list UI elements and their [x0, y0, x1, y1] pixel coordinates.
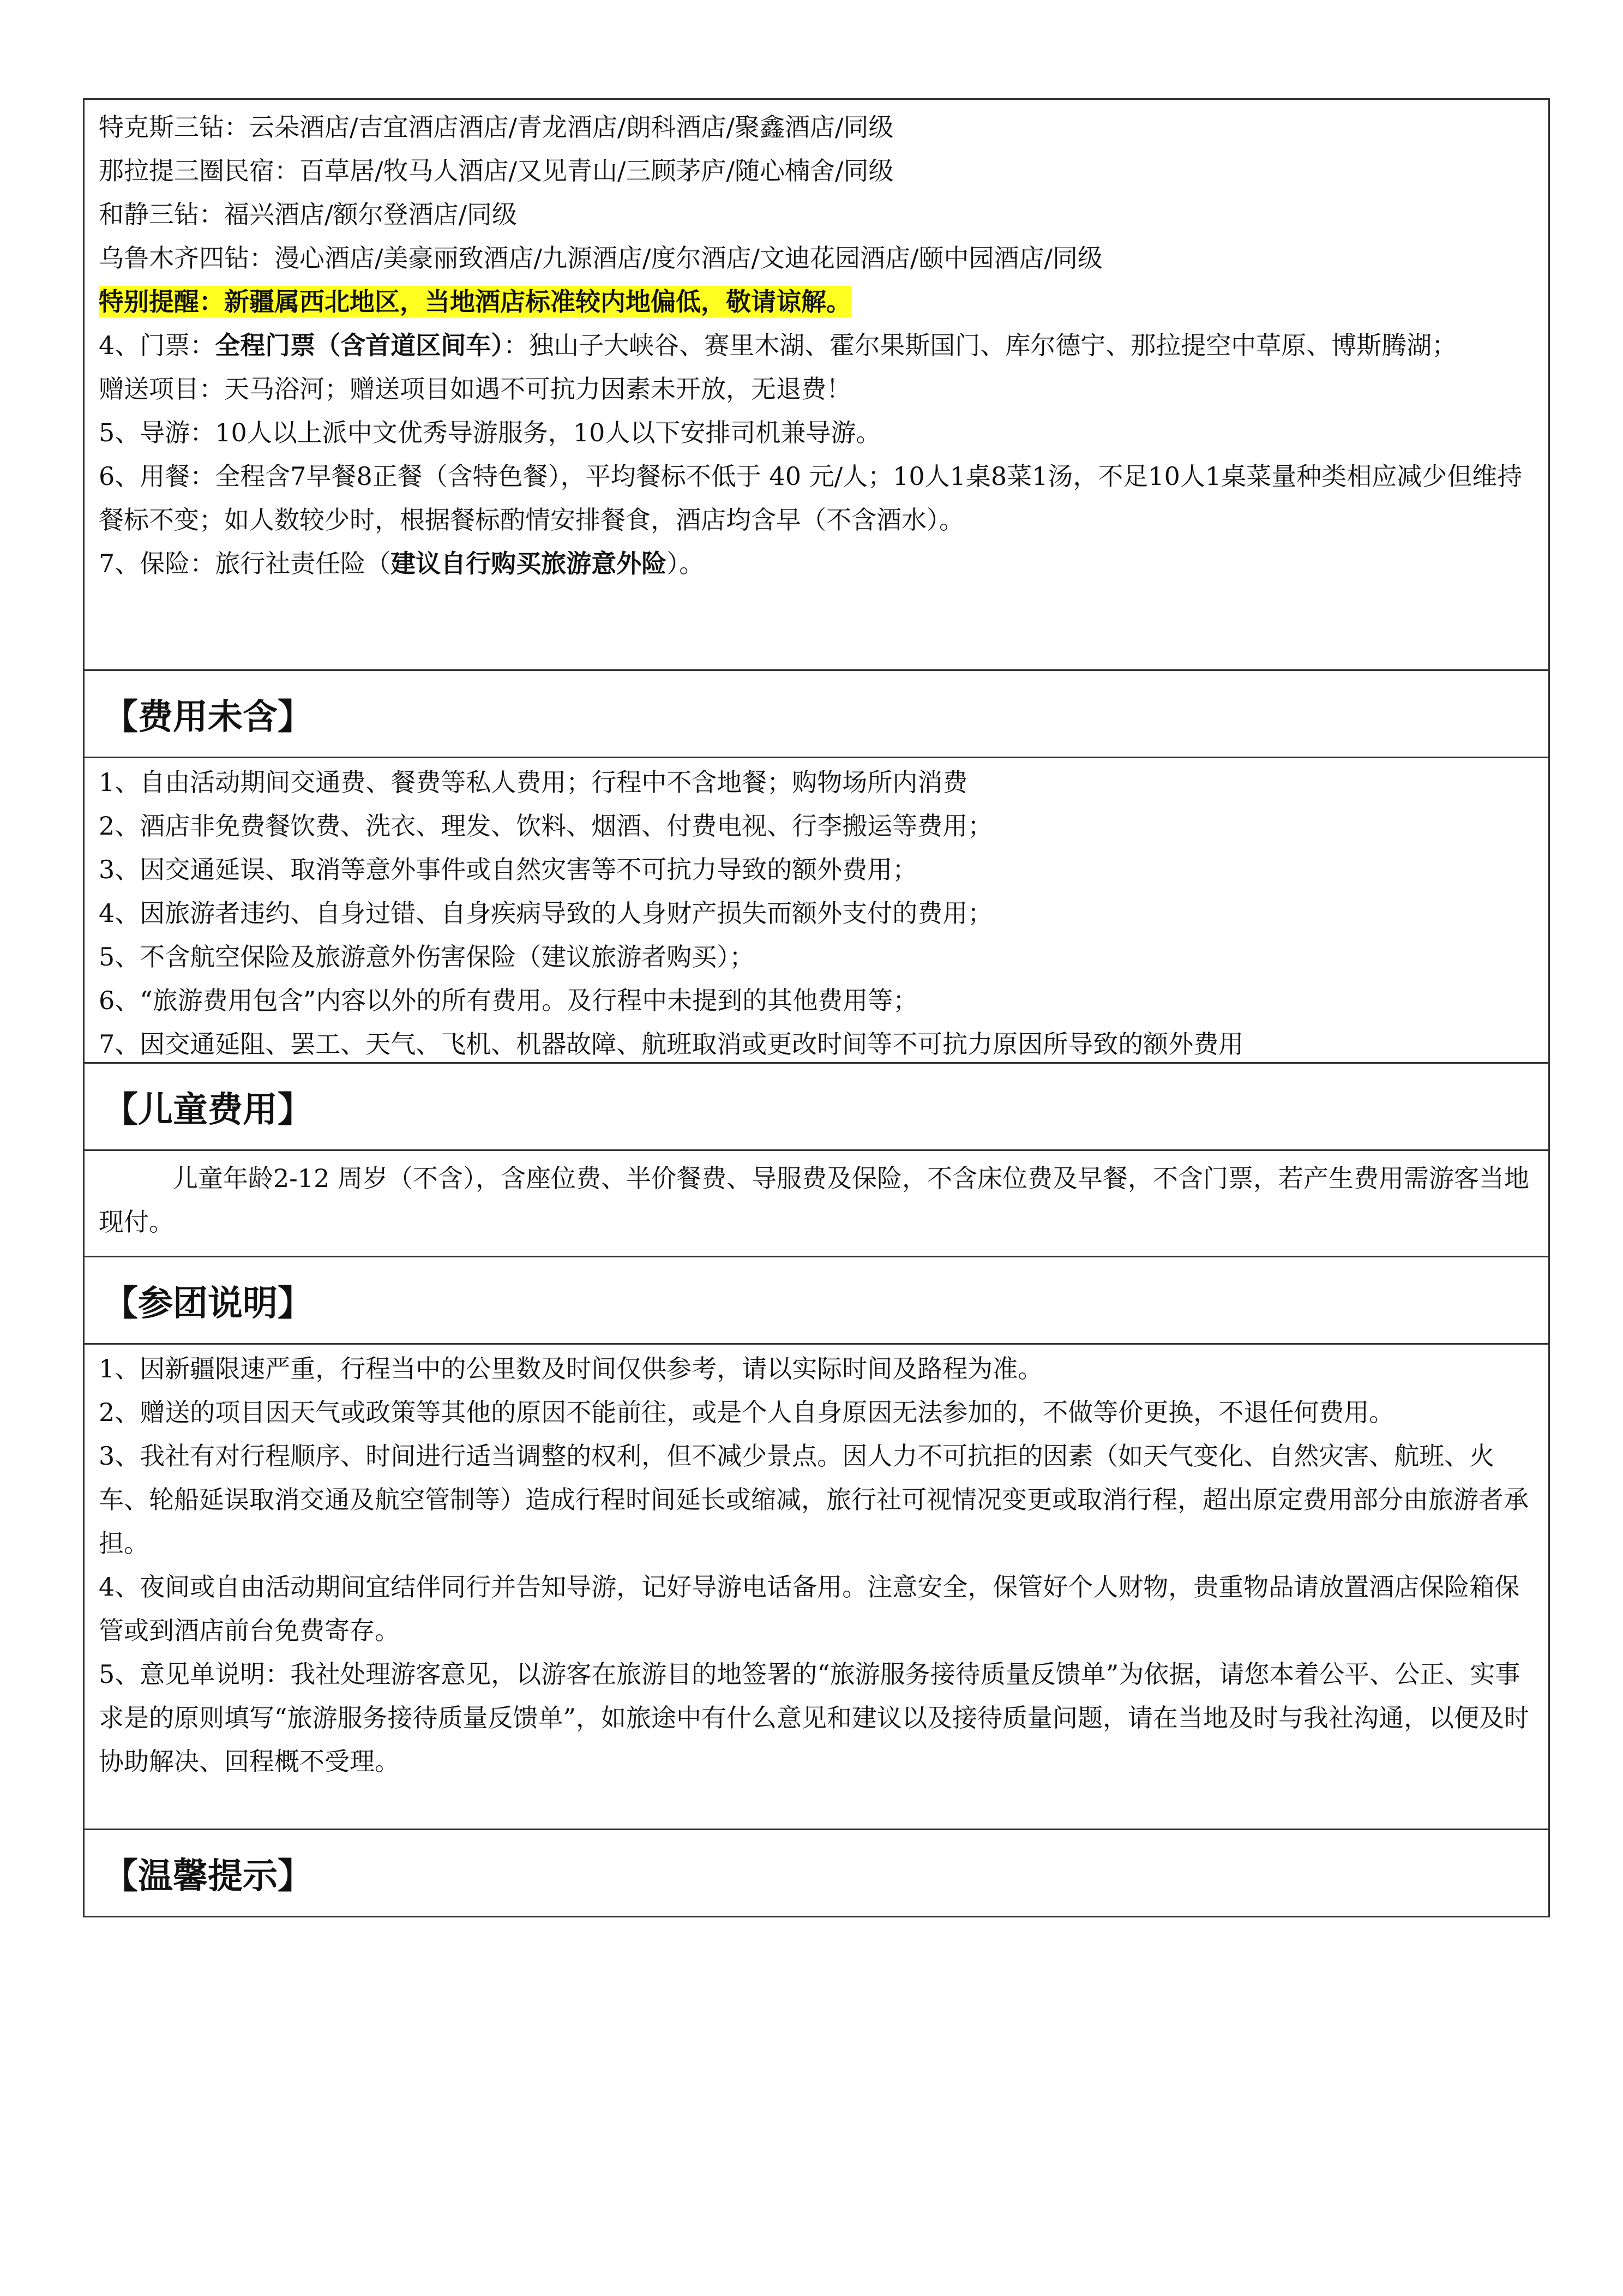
children-fee-section: [85, 1151, 1550, 1257]
list-item: 3、我社有对行程顺序、时间进行适当调整的权利，但不减少景点。因人力不可抗拒的因素（如天气变化、自然灾害、航班、火车、轮船延误取消交通及航空管制等）造成行程时间延长或缩减，旅行社可视情况变更或取消行程，超出原定费用部分由旅游者承担。: [99, 1441, 1529, 1558]
guide-line: 5、导游：10人以上派中文优秀导游服务，10人以下安排司机兼导游。: [99, 418, 881, 447]
list-item: 4、因旅游者违约、自身过错、自身疾病导致的人身财产损失而额外支付的费用；: [99, 898, 993, 928]
children-fee-heading: 【儿童费用】: [85, 1064, 1550, 1151]
tips-heading: 【温馨提示】: [85, 1830, 1550, 1917]
insurance-suffix: ）。: [666, 549, 705, 578]
insurance-prefix: 7、保险：旅行社责任险（: [99, 549, 391, 578]
list-item: 2、赠送的项目因天气或政策等其他的原因不能前往，或是个人自身原因无法参加的，不做等价更换，不退任何费用。: [99, 1398, 1394, 1427]
list-item: 1、因新疆限速严重，行程当中的公里数及时间仅供参考，请以实际时间及路程为准。: [99, 1354, 1043, 1383]
special-notice-line: [99, 280, 1534, 323]
group-notes-section: [85, 1345, 1550, 1830]
gift-line: 赠送项目：天马浴河；赠送项目如遇不可抗力因素未开放，无退费！: [99, 374, 851, 404]
not-included-heading: 【费用未含】: [85, 671, 1550, 758]
included-continued-section: [85, 100, 1550, 671]
tickets-bold: 全程门票（含首道区间车）: [215, 331, 504, 360]
tickets-rest: ：独山子大峡谷、赛里木湖、霍尔果斯国门、库尔德宁、那拉提空中草原、博斯腾湖；: [503, 331, 1457, 360]
hotel-line-hejing: 和静三钻：福兴酒店/额尔登酒店/同级: [99, 200, 517, 229]
itinerary-table: [83, 98, 1550, 1917]
hotel-line-tekes: 特克斯三钻：云朵酒店/吉宜酒店酒店/青龙酒店/朗科酒店/聚鑫酒店/同级: [99, 112, 894, 142]
insurance-line: [99, 542, 1534, 585]
special-notice-highlight: 特别提醒：新疆属西北地区，当地酒店标准较内地偏低，敬请谅解。: [99, 287, 851, 316]
list-item: 5、意见单说明：我社处理游客意见，以游客在旅游目的地签署的“旅游服务接待质量反馈单”为依据，请您本着公平、公正、实事求是的原则填写“旅游服务接待质量反馈单”，如旅途中有什么意见和建议以及接待质量问题，请在当地及时与我社沟通，以便及时协助解决、回程概不受理。: [99, 1659, 1530, 1776]
list-item: 5、不含航空保险及旅游意外伤害保险（建议旅游者购买）；: [99, 942, 755, 972]
list-item: 7、因交通延阻、罢工、天气、飞机、机器故障、航班取消或更改时间等不可抗力原因所导致的额外费用: [99, 1029, 1244, 1059]
tickets-line: [99, 323, 1534, 367]
hotel-line-nalati: 那拉提三圈民宿：百草居/牧马人酒店/又见青山/三顾茅庐/随心楠舍/同级: [99, 156, 894, 185]
group-notes-heading: 【参团说明】: [85, 1257, 1550, 1345]
tickets-prefix: 4、门票：: [99, 331, 215, 360]
list-item: 1、自由活动期间交通费、餐费等私人费用；行程中不含地餐；购物场所内消费: [99, 768, 968, 797]
not-included-section: [85, 758, 1550, 1064]
meals-line: 6、用餐：全程含7早餐8正餐（含特色餐），平均餐标不低于 40 元/人；10人1桌8菜1汤，不足10人1桌菜量种类相应减少但维持餐标不变；如人数较少时，根据餐标酌情安排餐食，酒店均含早（不含酒水）。: [99, 461, 1523, 535]
list-item: 6、“旅游费用包含”内容以外的所有费用。及行程中未提到的其他费用等；: [99, 986, 918, 1015]
list-item: 2、酒店非免费餐饮费、洗衣、理发、饮料、烟酒、付费电视、行李搬运等费用；: [99, 811, 993, 841]
list-item: 4、夜间或自由活动期间宜结伴同行并告知导游，记好导游电话备用。注意安全，保管好个人财物，贵重物品请放置酒店保险箱保管或到酒店前台免费寄存。: [99, 1572, 1520, 1645]
children-fee-text: 儿童年龄2-12 周岁（不含），含座位费、半价餐费、导服费及保险，不含床位费及早餐，不含门票，若产生费用需游客当地现付。: [99, 1164, 1529, 1237]
list-item: 3、因交通延误、取消等意外事件或自然灾害等不可抗力导致的额外费用；: [99, 855, 918, 884]
hotel-line-urumqi: 乌鲁木齐四钻：漫心酒店/美豪丽致酒店/九源酒店/度尔酒店/文迪花园酒店/颐中园酒店/同级: [99, 243, 1103, 273]
insurance-bold: 建议自行购买旅游意外险: [390, 549, 667, 578]
